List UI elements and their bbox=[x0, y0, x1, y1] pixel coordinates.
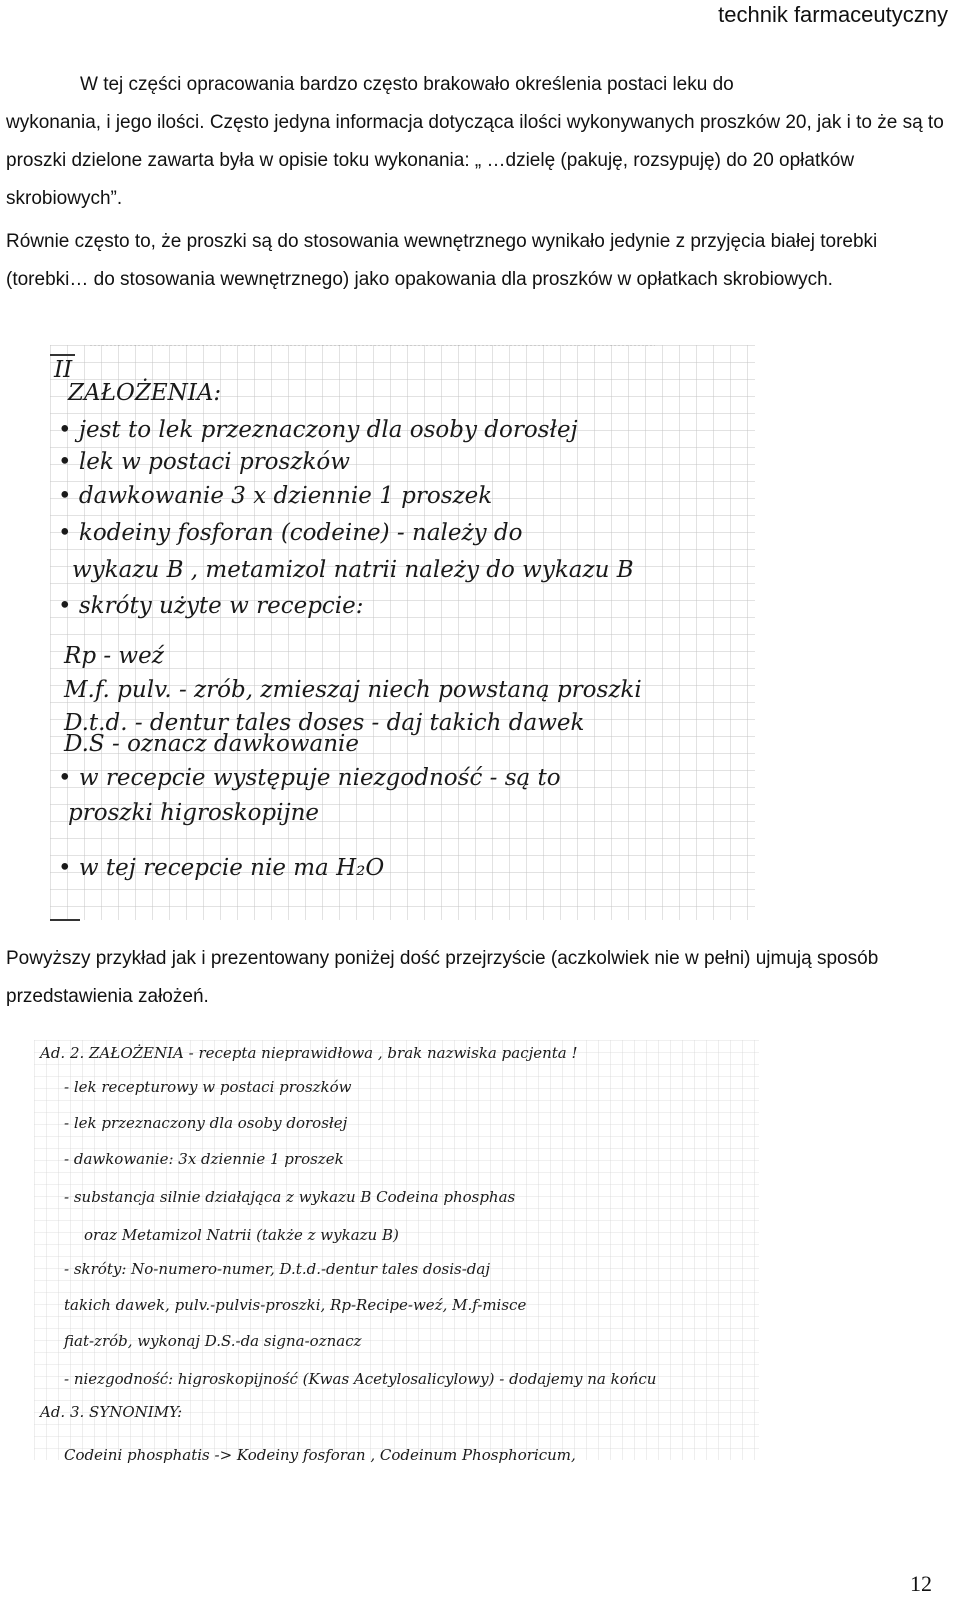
scan2-line-2: - lek przeznaczony dla osoby dorosłej bbox=[64, 1114, 348, 1132]
scan1-line-8: Rp - weź bbox=[64, 643, 164, 669]
scan1-line-14: • w tej recepcie nie ma H₂O bbox=[58, 855, 385, 881]
paragraph-1 bbox=[6, 66, 954, 218]
scan1-line-6: wykazu B , metamizol natrii należy do wykazu B bbox=[72, 557, 634, 583]
scan1-line-5: • kodeiny fosforan (codeine) - należy do bbox=[58, 520, 523, 546]
page-number: 12 bbox=[910, 1571, 932, 1596]
handwritten-scan-notes bbox=[34, 1040, 759, 1500]
scan2-line-5: oraz Metamizol Natrii (także z wykazu B) bbox=[84, 1226, 399, 1244]
paragraph-3: Powyższy przykład jak i prezentowany poniżej dość przejrzyście (aczkolwiek nie w pełni) ujmują sposób przedstawienia założeń. bbox=[6, 948, 879, 1007]
paragraph-1-line1: W tej części opracowania bardzo często brakowało określenia postaci leku do bbox=[80, 74, 734, 95]
scan2-line-6: - skróty: No-numero-numer, D.t.d.-dentur tales dosis-daj bbox=[64, 1260, 491, 1278]
scan1-line-2: • jest to lek przeznaczony dla osoby dorosłej bbox=[58, 417, 578, 443]
scan1-line-12: • w recepcie występuje niezgodność - są to bbox=[58, 765, 561, 791]
scan2-line-4: - substancja silnie działająca z wykazu B Codeina phosphas bbox=[64, 1188, 516, 1206]
handwritten-scan-grid bbox=[50, 345, 755, 950]
scan1-line-1: ZAŁOŻENIA: bbox=[68, 380, 222, 406]
scan2-line-8: fiat-zrób, wykonaj D.S.-da signa-oznacz bbox=[64, 1332, 362, 1350]
page-header: technik farmaceutyczny bbox=[718, 2, 948, 27]
scan1-line-4: • dawkowanie 3 x dziennie 1 proszek bbox=[58, 483, 493, 509]
paragraph-2: Równie często to, że proszki są do stosowania wewnętrznego wynikało jedynie z przyjęcia białej torebki (torebki… do stosowania wewnętrznego) jako opakowania dla proszków w opłatkach skrobiowych. bbox=[6, 231, 878, 290]
scan1-line-13: proszki higroskopijne bbox=[68, 800, 320, 826]
scan2-line-1: - lek recepturowy w postaci proszków bbox=[64, 1078, 352, 1096]
paragraph-1-rest: wykonania, i jego ilości. Często jedyna informacja dotycząca ilości wykonywanych proszków 20, jak i to że są to proszki dzielone zawarta była w opisie toku wykonania: „ …dzielę (pakuję, rozsypuję) do 20 opłatków skrobiowych”. bbox=[6, 112, 944, 209]
scan2-line-3: - dawkowanie: 3x dziennie 1 proszek bbox=[64, 1150, 344, 1168]
scan1-line-9: M.f. pulv. - zrób, zmieszaj niech powstaną proszki bbox=[64, 677, 642, 703]
scan2-line-9: - niezgodność: higroskopijność (Kwas Acetylosalicylowy) - dodajemy na końcu bbox=[64, 1370, 657, 1388]
scan1-line-11: D.S - oznacz dawkowanie bbox=[64, 731, 359, 757]
scan2-line-10: Ad. 3. SYNONIMY: bbox=[40, 1403, 183, 1421]
scan2-line-11: Codeini phosphatis -> Kodeiny fosforan , Codeinum Phosphoricum, bbox=[64, 1446, 576, 1464]
scan1-line-10: D.t.d. - dentur tales doses - daj takich dawek bbox=[64, 710, 585, 736]
scan1-line-7: • skróty użyte w recepcie: bbox=[58, 593, 364, 619]
scan1-line-0: II bbox=[54, 357, 73, 383]
scan1-line-3: • lek w postaci proszków bbox=[58, 449, 350, 475]
scan2-line-0: Ad. 2. ZAŁOŻENIA - recepta nieprawidłowa , brak nazwiska pacjenta ! bbox=[40, 1044, 578, 1062]
scan2-line-7: takich dawek, pulv.-pulvis-proszki, Rp-Recipe-weź, M.f-misce bbox=[64, 1296, 527, 1314]
